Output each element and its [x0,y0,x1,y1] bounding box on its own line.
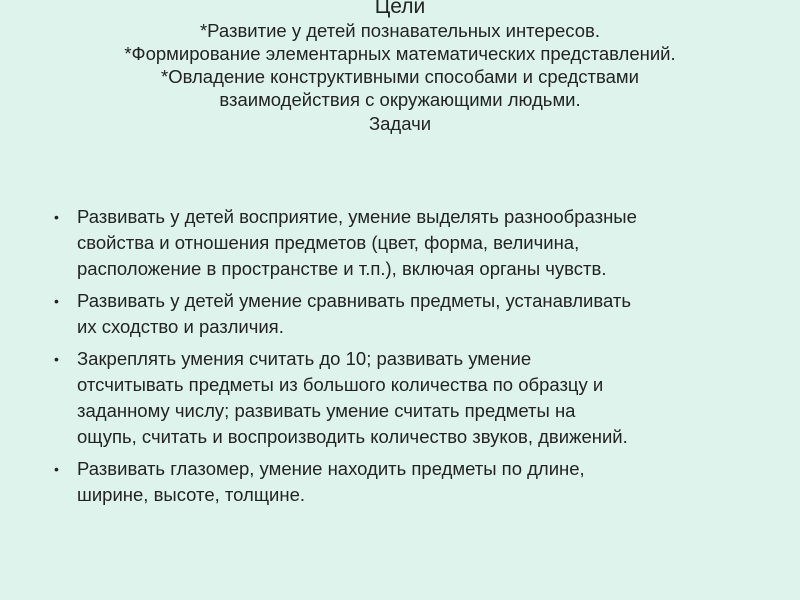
task-item [53,288,753,340]
task-line: Развивать глазомер, умение находить предметы по длине, [77,458,585,479]
task-list [53,204,753,514]
task-line: отсчитывать предметы из большого количества по образцу и [77,374,604,395]
task-line: заданному числу; развивать умение считать предметы на [77,400,576,421]
tasks-heading: Задачи [368,113,432,134]
task-item [53,346,753,450]
bullet-icon: • [54,461,59,477]
goal-line: взаимодействия с окружающими людьми. [219,89,581,110]
task-line: свойства и отношения предметов (цвет, форма, величина, [77,232,580,253]
task-line: Развивать у детей умение сравнивать предметы, устанавливать [77,290,632,311]
task-item [53,456,753,508]
task-item [53,204,753,282]
task-line: Закреплять умения считать до 10; развивать умение [77,348,532,369]
bullet-icon: • [54,293,59,309]
slide-header [60,0,740,135]
bullet-icon: • [54,351,59,367]
bullet-icon: • [54,209,59,225]
task-line: расположение в пространстве и т.п.), включая органы чувств. [77,258,607,279]
goal-line: *Овладение конструктивными способами и средствами [161,66,639,87]
goal-line: *Развитие у детей познавательных интересов. [199,20,601,41]
task-line: Развивать у детей восприятие, умение выделять разнообразные [77,206,637,227]
goal-line: *Формирование элементарных математических представлений. [124,43,676,64]
task-line: их сходство и различия. [77,316,284,337]
task-line: ощупь, считать и воспроизводить количество звуков, движений. [77,426,628,447]
task-line: ширине, высоте, толщине. [77,484,306,505]
goals-title: Цели [374,0,426,18]
